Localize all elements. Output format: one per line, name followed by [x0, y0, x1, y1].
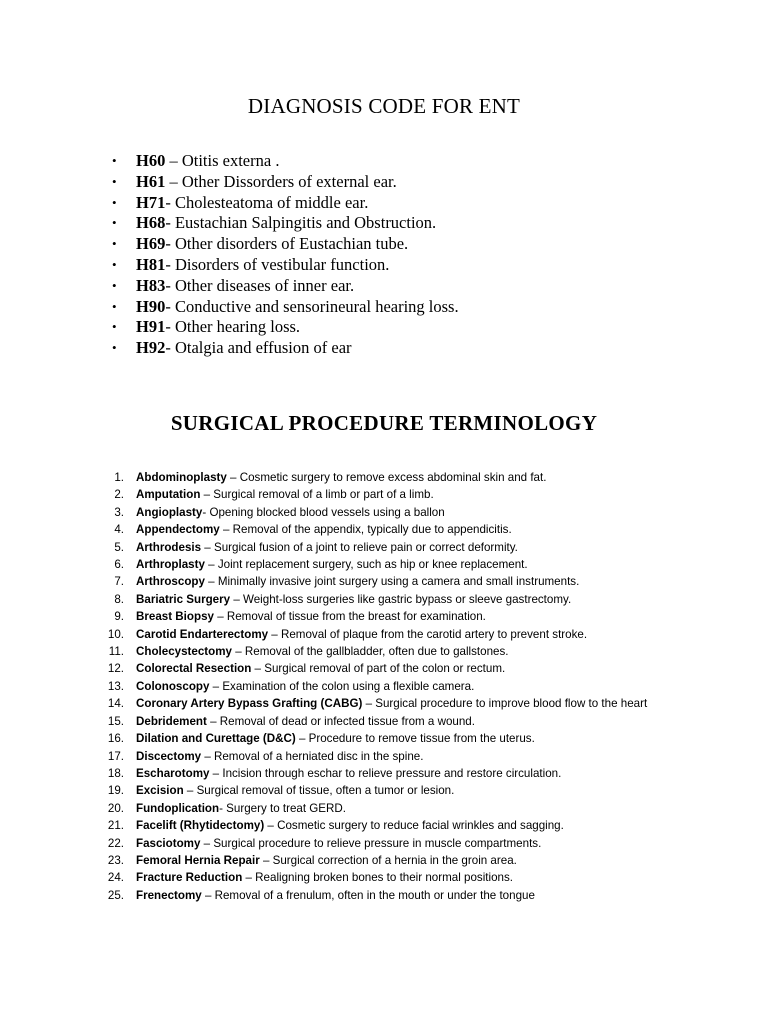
item-number: 11.: [108, 645, 124, 659]
procedure-term: Appendectomy: [136, 523, 220, 537]
surgical-list-item: [100, 887, 660, 904]
diagnosis-code: H91: [136, 317, 166, 337]
procedure-description: – Weight-loss surgeries like gastric bypass or sleeve gastrectomy.: [230, 592, 572, 606]
item-number: 10.: [107, 627, 124, 641]
item-number: 23.: [107, 853, 124, 867]
surgical-terminology-list: [100, 469, 660, 904]
procedure-description: – Removal of tissue from the breast for examination.: [213, 610, 486, 624]
bullet-icon: •: [112, 194, 117, 210]
diagnosis-code: H92: [136, 338, 166, 358]
procedure-term: Colorectal Resection: [136, 662, 252, 676]
surgical-list-item: [100, 643, 660, 660]
surgical-list-item: [100, 521, 660, 538]
diagnosis-code: H71: [136, 192, 166, 212]
surgical-list-item: [100, 765, 660, 782]
diagnosis-description: - Eustachian Salpingitis and Obstruction.: [165, 213, 437, 233]
item-number: 9.: [114, 610, 124, 624]
surgical-list-item: [100, 556, 660, 573]
procedure-term: Frenectomy: [136, 888, 202, 902]
procedure-term: Angioplasty: [136, 505, 203, 519]
diagnosis-description: - Other disorders of Eustachian tube.: [165, 234, 409, 254]
diagnosis-description: - Other diseases of inner ear.: [165, 275, 355, 295]
surgical-list-item: [100, 695, 660, 712]
item-number: 5.: [114, 540, 124, 554]
diagnosis-code: H60: [136, 151, 166, 170]
surgical-list-item: [100, 817, 660, 834]
surgical-list-item: [100, 539, 660, 556]
diagnosis-description: - Disorders of vestibular function.: [165, 254, 390, 274]
procedure-description: – Surgical correction of a hernia in the groin area.: [259, 853, 517, 867]
procedure-term: Arthroplasty: [136, 558, 205, 572]
bullet-icon: •: [112, 173, 117, 189]
procedure-description: – Procedure to remove tissue from the uterus.: [295, 732, 535, 746]
surgical-list-item: [100, 713, 660, 730]
procedure-term: Coronary Artery Bypass Grafting (CABG): [136, 697, 363, 711]
item-number: 13.: [107, 679, 124, 693]
procedure-description: – Surgical procedure to relieve pressure in muscle compartments.: [200, 836, 542, 850]
procedure-description: – Removal of a frenulum, often in the mouth or under the tongue: [201, 888, 535, 902]
procedure-description: – Incision through eschar to relieve pressure and restore circulation.: [209, 766, 562, 780]
item-number: 6.: [114, 558, 124, 572]
ent-list-item: [112, 338, 459, 359]
bullet-icon: •: [112, 215, 117, 231]
procedure-term: Arthrodesis: [136, 540, 202, 554]
diagnosis-description: - Other hearing loss.: [165, 317, 301, 337]
ent-list-item: [112, 172, 459, 193]
item-number: 4.: [114, 523, 124, 537]
procedure-term: Amputation: [136, 488, 201, 502]
diagnosis-description: - Cholesteatoma of middle ear.: [165, 192, 369, 212]
surgical-list-item: [100, 835, 660, 852]
procedure-description: - Surgery to treat GERD.: [219, 801, 347, 815]
surgical-list-item: [100, 591, 660, 608]
ent-diagnosis-list: [112, 151, 459, 359]
procedure-description: – Removal of the appendix, typically due to appendicitis.: [219, 523, 512, 537]
procedure-term: Carotid Endarterectomy: [136, 627, 269, 641]
item-number: 19.: [107, 784, 124, 798]
procedure-term: Colonoscopy: [136, 679, 210, 693]
bullet-icon: •: [112, 340, 117, 356]
surgical-list-item: [100, 660, 660, 677]
surgical-list-item: [100, 608, 660, 625]
item-number: 18.: [107, 766, 124, 780]
diagnosis-code: H68: [136, 213, 166, 233]
procedure-description: – Removal of plaque from the carotid artery to prevent stroke.: [268, 627, 588, 641]
surgical-list-item: [100, 852, 660, 869]
procedure-term: Arthroscopy: [136, 575, 205, 589]
ent-list-item: [112, 213, 459, 234]
ent-list-item: [112, 317, 459, 338]
item-number: 2.: [114, 488, 124, 502]
ent-list-item: [112, 234, 459, 255]
procedure-term: Excision: [136, 784, 184, 798]
procedure-term: Breast Biopsy: [136, 610, 214, 624]
ent-list-item: [112, 151, 459, 172]
surgical-list-item: [100, 469, 660, 486]
procedure-term: Femoral Hernia Repair: [136, 853, 260, 867]
item-number: 25.: [107, 888, 124, 902]
diagnosis-description: - Otalgia and effusion of ear: [165, 338, 352, 358]
surgical-list-item: [100, 748, 660, 765]
bullet-icon: •: [112, 319, 117, 335]
procedure-term: Fracture Reduction: [136, 871, 243, 885]
item-number: 22.: [107, 836, 124, 850]
item-number: 17.: [107, 749, 124, 763]
surgical-list-item: [100, 626, 660, 643]
procedure-term: Debridement: [136, 714, 207, 728]
surgical-list-item: [100, 486, 660, 503]
procedure-term: Escharotomy: [136, 766, 210, 780]
item-number: 14.: [107, 697, 124, 711]
procedure-description: – Surgical removal of tissue, often a tumor or lesion.: [183, 784, 455, 798]
procedure-description: – Surgical removal of part of the colon or rectum.: [251, 662, 506, 676]
bullet-icon: •: [112, 298, 117, 314]
item-number: 7.: [114, 575, 124, 589]
diagnosis-description: – Other Dissorders of external ear.: [165, 171, 397, 191]
bullet-icon: •: [112, 256, 117, 272]
procedure-description: – Removal of a herniated disc in the spine.: [201, 749, 424, 763]
item-number: 8.: [114, 592, 124, 606]
item-number: 12.: [107, 662, 124, 676]
surgical-list-item: [100, 730, 660, 747]
bullet-icon: •: [112, 153, 117, 168]
surgical-list-item: [100, 800, 660, 817]
procedure-description: - Opening blocked blood vessels using a ballon: [202, 505, 445, 519]
diagnosis-code: H83: [136, 275, 166, 295]
item-number: 15.: [107, 714, 124, 728]
item-number: 3.: [114, 505, 124, 519]
procedure-term: Fasciotomy: [136, 836, 201, 850]
procedure-term: Facelift (Rhytidectomy): [136, 819, 265, 833]
procedure-term: Abdominoplasty: [136, 471, 227, 484]
procedure-description: – Minimally invasive joint surgery using a camera and small instruments.: [204, 575, 580, 589]
diagnosis-description: - Conductive and sensorineural hearing loss.: [165, 296, 459, 316]
procedure-description: – Examination of the colon using a flexible camera.: [209, 679, 475, 693]
bullet-icon: •: [112, 236, 117, 252]
ent-list-item: [112, 255, 459, 276]
diagnosis-code: H90: [136, 296, 166, 316]
surgical-list-item: [100, 782, 660, 799]
procedure-description: – Surgical removal of a limb or part of a limb.: [200, 488, 434, 502]
diagnosis-description: – Otitis externa .: [165, 151, 280, 170]
diagnosis-code: H69: [136, 234, 166, 254]
procedure-description: – Cosmetic surgery to remove excess abdominal skin and fat.: [226, 471, 547, 484]
procedure-term: Dilation and Curettage (D&C): [136, 732, 296, 746]
surgical-list-item: [100, 573, 660, 590]
procedure-description: – Removal of the gallbladder, often due to gallstones.: [232, 645, 509, 659]
item-number: 20.: [107, 801, 124, 815]
surgical-list-item: [100, 504, 660, 521]
ent-list-item: [112, 276, 459, 297]
bullet-icon: •: [112, 277, 117, 293]
surgical-list-item: [100, 678, 660, 695]
ent-list-item: [112, 297, 459, 318]
ent-list-item: [112, 193, 459, 214]
procedure-description: – Surgical fusion of a joint to relieve pain or correct deformity.: [201, 540, 518, 554]
diagnosis-code: H61: [136, 171, 166, 191]
procedure-description: – Removal of dead or infected tissue from a wound.: [206, 714, 475, 728]
procedure-term: Bariatric Surgery: [136, 592, 231, 606]
surgical-list-item: [100, 869, 660, 886]
item-number: 24.: [107, 871, 124, 885]
ent-section-title: DIAGNOSIS CODE FOR ENT: [247, 94, 521, 118]
procedure-term: Fundoplication: [136, 801, 220, 815]
procedure-description: – Cosmetic surgery to reduce facial wrinkles and sagging.: [264, 819, 564, 833]
procedure-description: – Realigning broken bones to their normal positions.: [242, 871, 513, 885]
procedure-term: Discectomy: [136, 749, 202, 763]
surgical-section-title: SURGICAL PROCEDURE TERMINOLOGY: [170, 411, 598, 435]
item-number: 16.: [107, 732, 124, 746]
procedure-term: Cholecystectomy: [136, 645, 233, 659]
item-number: 21.: [107, 819, 124, 833]
item-number: 1.: [114, 471, 124, 484]
diagnosis-code: H81: [136, 254, 166, 274]
procedure-description: – Surgical procedure to improve blood flow to the heart: [362, 697, 648, 711]
procedure-description: – Joint replacement surgery, such as hip or knee replacement.: [204, 558, 528, 572]
